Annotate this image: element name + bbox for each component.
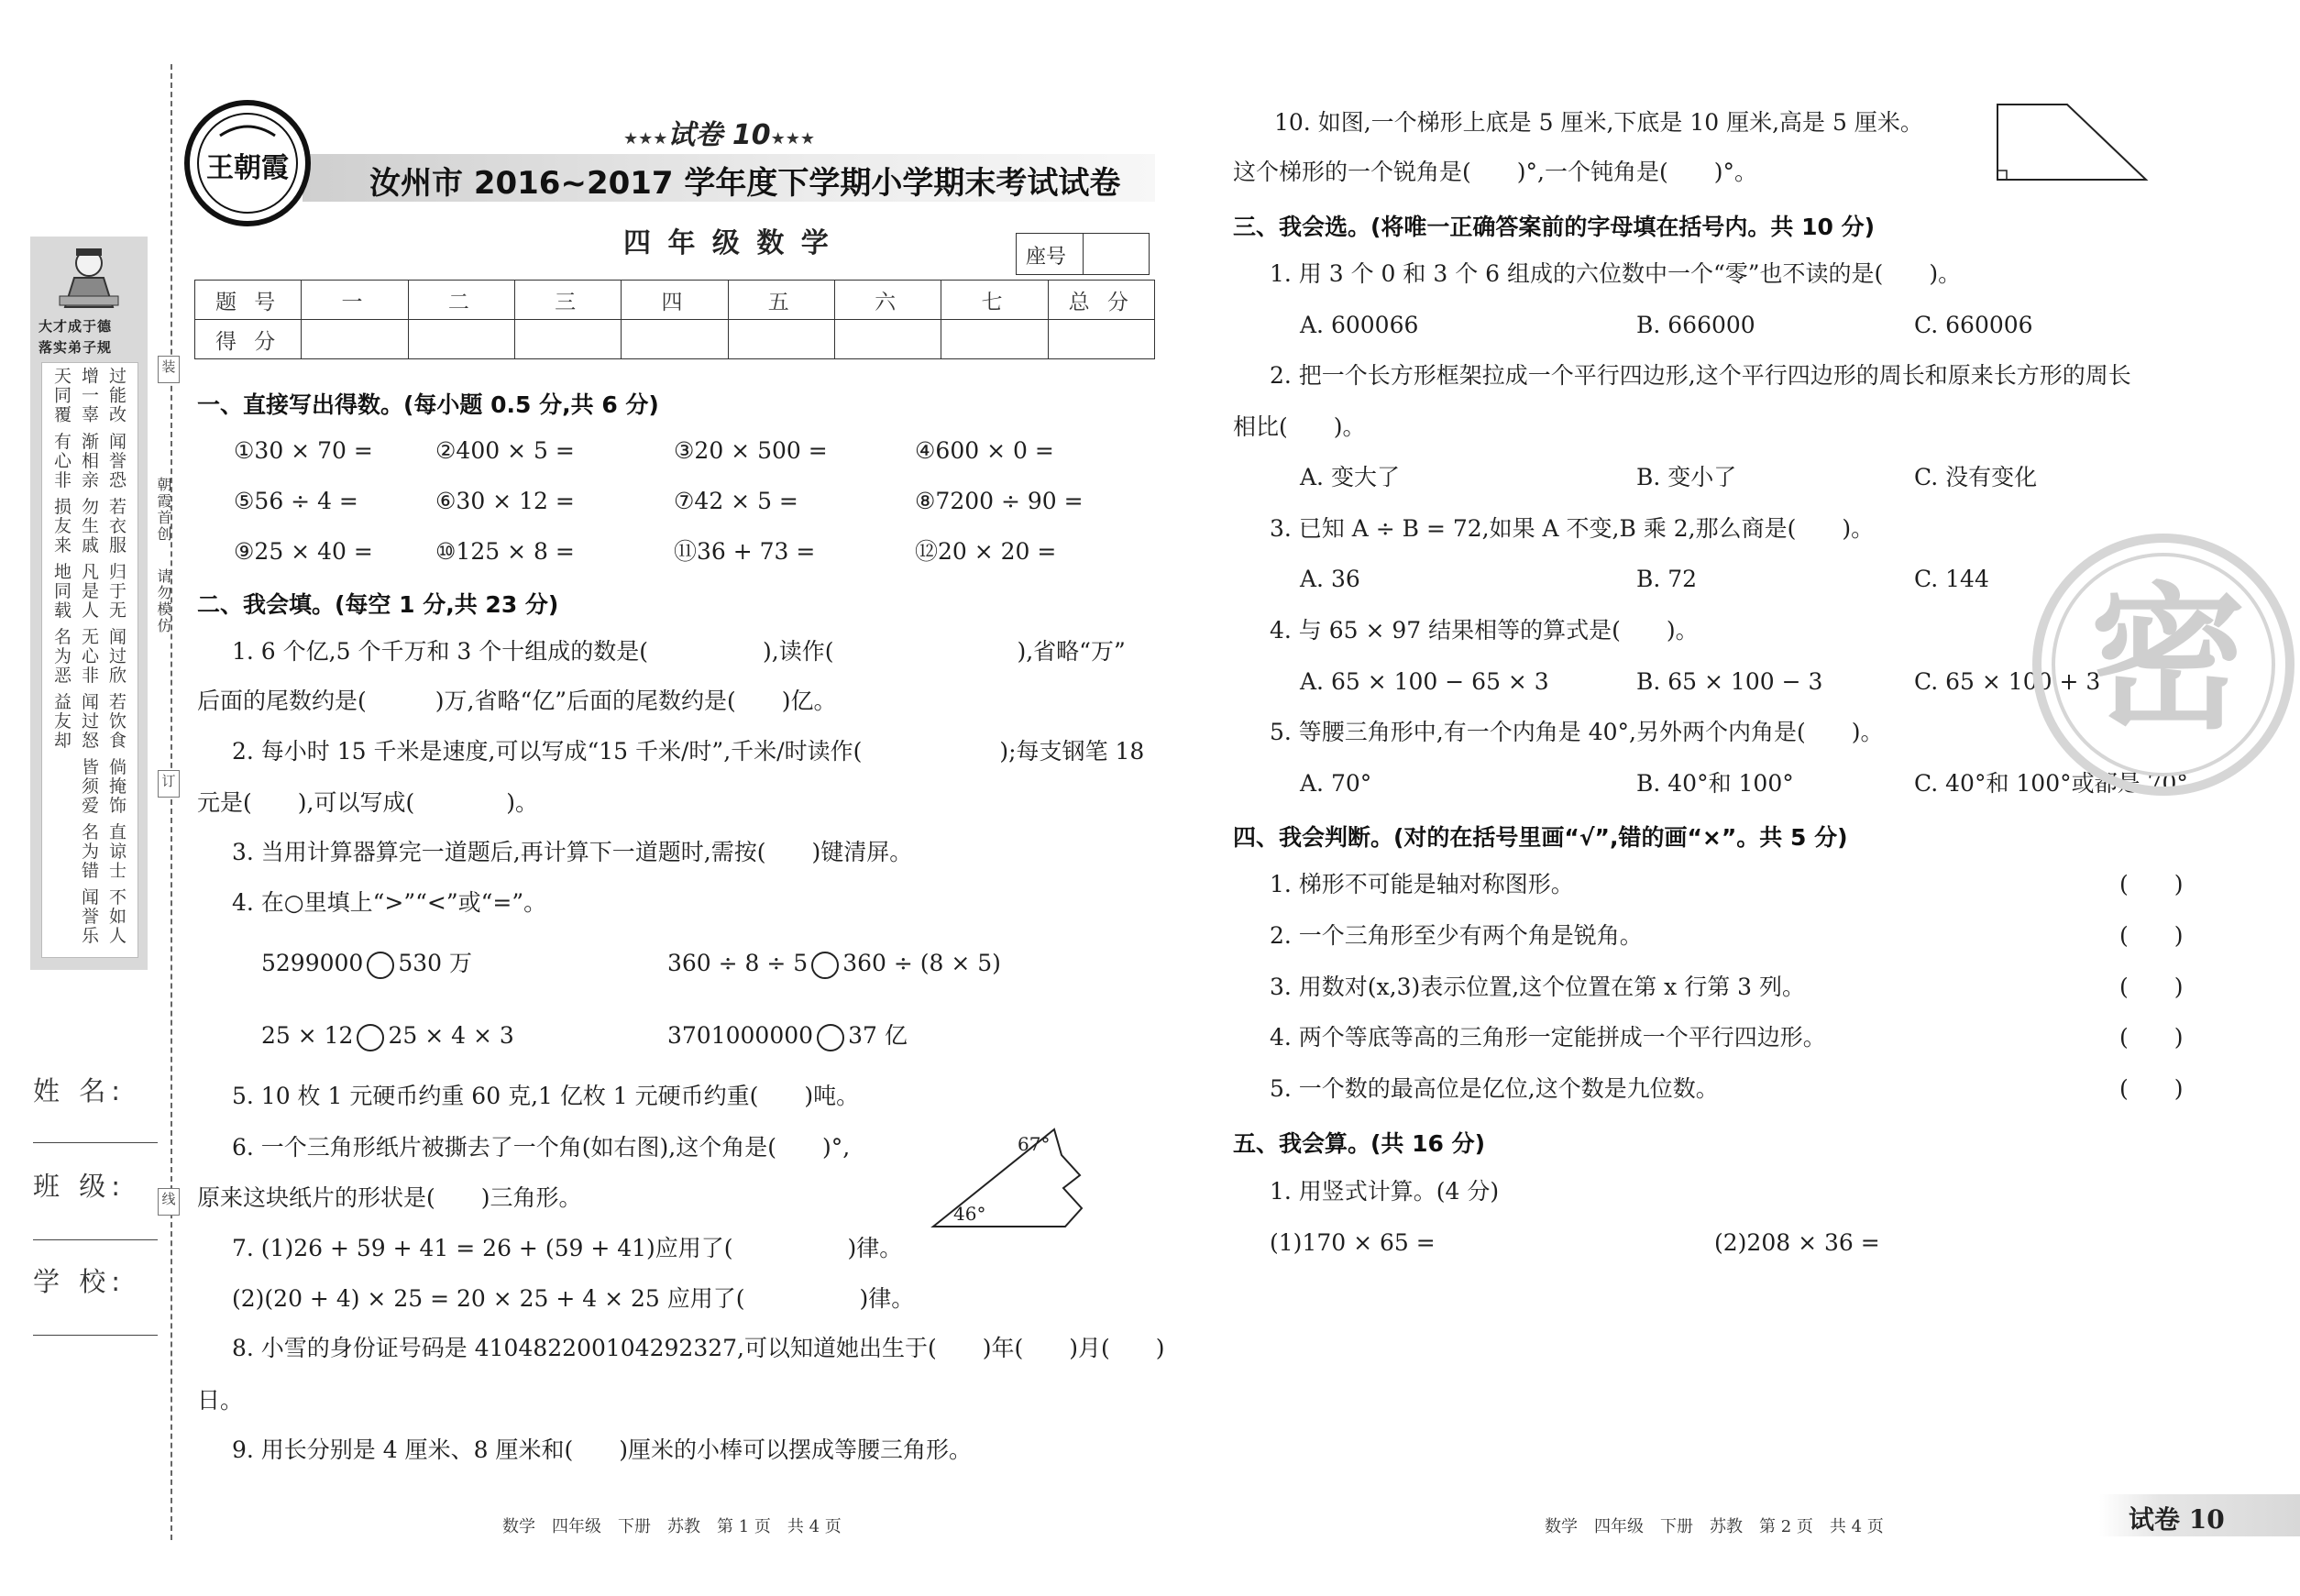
sidebar-proverbs-box <box>41 362 138 958</box>
score-value-row <box>195 320 1155 359</box>
score-input[interactable] <box>728 320 834 359</box>
sec3-q5-optB[interactable]: B. 40°和 100° <box>1636 770 1794 797</box>
compare-item-4 <box>667 1021 908 1051</box>
angle-46-label: 46° <box>953 1203 986 1225</box>
compare-right: 25 × 4 × 3 <box>388 1022 514 1049</box>
stamp-text: 密 <box>2090 569 2247 751</box>
compare-item-3 <box>261 1021 514 1051</box>
compare-left: 360 ÷ 8 ÷ 5 <box>667 950 809 976</box>
sec3-q5-optC[interactable]: C. 40°和 100°或都是 70° <box>1914 770 2188 797</box>
sec3-q2-optB[interactable]: B. 变小了 <box>1636 464 1737 490</box>
score-cell: 二 <box>408 281 514 320</box>
notice-1: 朝霞首创 <box>155 477 172 543</box>
score-header-row <box>195 281 1155 320</box>
sec2-q8-line2: 日。 <box>197 1387 244 1414</box>
calc-item: ③20 × 500 = <box>674 437 828 464</box>
compare-item-2 <box>667 949 1001 979</box>
score-input[interactable] <box>302 320 408 359</box>
sec3-title: 三、我会选。(将唯一正确答案前的字母填在括号内。共 10 分) <box>1233 214 1876 240</box>
school-label: 学 校: <box>33 1266 126 1297</box>
score-cell: 五 <box>728 281 834 320</box>
angle-67-label: 67° <box>1018 1133 1051 1155</box>
compare-circle[interactable] <box>811 952 839 979</box>
compare-left: 5299000 <box>261 950 364 976</box>
sec2-q3: 3. 当用计算器算完一道题后,再计算下一道题时,需按( )键清屏。 <box>232 839 913 865</box>
sidebar-motto-1: 大才成于德 <box>39 318 113 335</box>
score-cell: 四 <box>622 281 728 320</box>
calc-item: ⑨25 × 40 = <box>234 538 373 565</box>
score-cell: 得 分 <box>195 320 302 359</box>
footer-badge-text: 试卷 10 <box>2129 1504 2225 1535</box>
sec2-title: 二、我会填。(每空 1 分,共 23 分) <box>197 591 559 618</box>
sec3-q3-optB[interactable]: B. 72 <box>1636 566 1698 592</box>
judge-item-4: 4. 两个等底等高的三角形一定能拼成一个平行四边形。 <box>1270 1024 1826 1051</box>
sec3-q4-optC[interactable]: C. 65 × 100 + 3 <box>1914 668 2101 695</box>
sec3-q3: 3. 已知 A ÷ B = 72,如果 A 不变,B 乘 2,那么商是( )。 <box>1270 515 1875 542</box>
confidential-stamp-icon <box>2026 527 2300 802</box>
seat-label: 座号 <box>1026 246 1067 269</box>
sec3-q2-optA[interactable]: A. 变大了 <box>1300 464 1400 490</box>
footer-badge <box>2099 1494 2300 1536</box>
svg-text:王朝霞: 王朝霞 <box>206 152 289 184</box>
score-table <box>194 280 1155 359</box>
compare-right: 37 亿 <box>848 1022 908 1049</box>
sec3-q1-optB[interactable]: B. 666000 <box>1636 312 1755 338</box>
calc-item: ④600 × 0 = <box>915 437 1054 464</box>
score-cell: 六 <box>834 281 941 320</box>
binding-line <box>171 64 172 1540</box>
judge-item-5: 5. 一个数的最高位是亿位,这个数是九位数。 <box>1270 1075 1719 1102</box>
sec3-q2-optC[interactable]: C. 没有变化 <box>1914 464 2038 490</box>
binding-tag-1: 装 <box>158 356 180 383</box>
calc-item: ⑦42 × 5 = <box>674 488 798 514</box>
judge-paren-5[interactable]: ( ) <box>2119 1075 2184 1102</box>
sec3-q5-optA[interactable]: A. 70° <box>1300 770 1372 797</box>
sec5-title: 五、我会算。(共 16 分) <box>1233 1130 1486 1157</box>
name-line[interactable] <box>33 1142 158 1143</box>
torn-triangle-figure <box>926 1118 1091 1233</box>
sec2-q8-line1: 8. 小雪的身份证号码是 410482200104292327,可以知道她出生于( )年( )月( ) <box>232 1335 1165 1361</box>
score-cell: 一 <box>302 281 408 320</box>
score-cell: 题 号 <box>195 281 302 320</box>
sec2-q6-line2: 原来这块纸片的形状是( )三角形。 <box>197 1184 582 1211</box>
sec3-q4: 4. 与 65 × 97 结果相等的算式是( )。 <box>1270 617 1699 644</box>
compare-circle[interactable] <box>367 952 394 979</box>
judge-paren-3[interactable]: ( ) <box>2119 974 2184 1000</box>
calc-item: ⑧7200 ÷ 90 = <box>915 488 1084 514</box>
sec5-calc-a: (1)170 × 65 = <box>1270 1229 1436 1256</box>
compare-circle[interactable] <box>817 1024 844 1051</box>
compare-right: 530 万 <box>398 950 473 976</box>
logo-seal-icon <box>183 99 312 227</box>
calc-item: ①30 × 70 = <box>234 437 373 464</box>
score-input[interactable] <box>834 320 941 359</box>
sec2-q6-line1: 6. 一个三角形纸片被撕去了一个角(如右图),这个角是( )°, <box>232 1134 851 1161</box>
sec2-q2-line2: 元是( ),可以写成( )。 <box>197 789 538 816</box>
calc-item: ⑥30 × 12 = <box>435 488 575 514</box>
class-line[interactable] <box>33 1239 158 1240</box>
trapezoid-figure <box>1994 101 2150 188</box>
score-cell: 三 <box>514 281 621 320</box>
sec2-q7-line1: 7. (1)26 + 59 + 41 = 26 + (59 + 41)应用了( )律。 <box>232 1235 903 1261</box>
sec3-q4-optA[interactable]: A. 65 × 100 − 65 × 3 <box>1300 668 1549 695</box>
judge-paren-4[interactable]: ( ) <box>2119 1024 2184 1051</box>
sec2-q7-line2: (2)(20 + 4) × 25 = 20 × 25 + 4 × 25 应用了( )律。 <box>232 1285 915 1312</box>
calc-item: ⑪36 + 73 = <box>674 538 816 565</box>
seat-box[interactable] <box>1016 233 1150 275</box>
sidebar-proverbs: 过能改 闻誉恐 若衣服 归于无 闻过欣 若饮食 倘掩饰 直谅士 不如人 增一辜 渐相亲 勿生戚 凡是人 无心非 闻过怒 皆须爱 名为错 闻誉乐 天同覆 有心非 损友来 地同载 名为恶 益友却 <box>51 367 127 946</box>
q10-line2: 这个梯形的一个锐角是( )°,一个钝角是( )°。 <box>1233 159 1757 185</box>
sec3-q1: 1. 用 3 个 0 和 3 个 6 组成的六位数中一个“零”也不读的是( )。 <box>1270 260 1962 287</box>
compare-left: 3701000000 <box>667 1022 814 1049</box>
score-input[interactable] <box>1048 320 1154 359</box>
series-label: ★★★试卷 10★★★ <box>623 119 816 151</box>
sec4-title: 四、我会判断。(对的在括号里画“√”,错的画“×”。共 5 分) <box>1233 824 1848 851</box>
sec3-q3-optC[interactable]: C. 144 <box>1914 566 1989 592</box>
sec2-q4: 4. 在○里填上“>”“<”或“=”。 <box>232 889 547 916</box>
compare-right: 360 ÷ (8 × 5) <box>842 950 1001 976</box>
sec5-calc-b: (2)208 × 36 = <box>1714 1229 1880 1256</box>
exam-title: 汝州市 2016~2017 学年度下学期小学期末考试试卷 <box>369 165 1121 202</box>
compare-circle[interactable] <box>357 1024 384 1051</box>
footer-page-2: 数学 四年级 下册 苏教 第 2 页 共 4 页 <box>1545 1517 1884 1536</box>
calc-item: ⑩125 × 8 = <box>435 538 575 565</box>
score-input[interactable] <box>622 320 728 359</box>
score-cell: 七 <box>941 281 1048 320</box>
sec3-q1-optA[interactable]: A. 600066 <box>1300 312 1419 338</box>
sec2-q5: 5. 10 枚 1 元硬币约重 60 克,1 亿枚 1 元硬币约重( )吨。 <box>232 1083 860 1109</box>
calc-item: ⑫20 × 20 = <box>915 538 1057 565</box>
binding-tag-3: 线 <box>158 1188 180 1216</box>
sidebar-motto-2: 落实弟子规 <box>39 339 113 356</box>
calc-item: ②400 × 5 = <box>435 437 575 464</box>
sec2-q9: 9. 用长分别是 4 厘米、8 厘米和( )厘米的小棒可以摆成等腰三角形。 <box>232 1436 972 1463</box>
judge-item-3: 3. 用数对(x,3)表示位置,这个位置在第 x 行第 3 列。 <box>1270 974 1805 1000</box>
class-label: 班 级: <box>33 1171 126 1202</box>
q10-line1: 10. 如图,一个梯形上底是 5 厘米,下底是 10 厘米,高是 5 厘米。 <box>1274 109 1923 136</box>
sec5-q1: 1. 用竖式计算。(4 分) <box>1270 1178 1500 1205</box>
compare-left: 25 × 12 <box>261 1022 354 1049</box>
compare-item-1 <box>261 949 472 979</box>
score-cell: 总 分 <box>1048 281 1154 320</box>
notice-2: 请勿模仿 <box>155 568 172 634</box>
series-text: 试卷 10 <box>667 119 771 151</box>
footer-page-1: 数学 四年级 下册 苏教 第 1 页 共 4 页 <box>502 1517 842 1536</box>
judge-item-1: 1. 梯形不可能是轴对称图形。 <box>1270 871 1574 897</box>
judge-paren-2[interactable]: ( ) <box>2119 922 2184 949</box>
sec2-q1-line1: 1. 6 个亿,5 个千万和 3 个十组成的数是( ),读作( ),省略“万” <box>232 638 1126 665</box>
calc-item: ⑤56 ÷ 4 = <box>234 488 358 514</box>
score-input[interactable] <box>941 320 1048 359</box>
name-label: 姓 名: <box>33 1075 126 1106</box>
sec2-q1-line2: 后面的尾数约是( )万,省略“亿”后面的尾数约是( )亿。 <box>197 688 837 714</box>
sec2-q2-line1: 2. 每小时 15 千米是速度,可以写成“15 千米/时”,千米/时读作( );每支钢笔 18 <box>232 738 1145 765</box>
score-input[interactable] <box>408 320 514 359</box>
sec3-q4-optB[interactable]: B. 65 × 100 − 3 <box>1636 668 1823 695</box>
judge-item-2: 2. 一个三角形至少有两个角是锐角。 <box>1270 922 1643 949</box>
sec3-q1-optC[interactable]: C. 660006 <box>1914 312 2033 338</box>
sec3-q2-line2: 相比( )。 <box>1233 413 1366 440</box>
binding-tag-2: 订 <box>158 770 180 798</box>
sec1-title: 一、直接写出得数。(每小题 0.5 分,共 6 分) <box>197 391 659 418</box>
judge-paren-1[interactable]: ( ) <box>2119 871 2184 897</box>
subject-title: 四 年 级 数 学 <box>623 227 832 259</box>
sec3-q2-line1: 2. 把一个长方形框架拉成一个平行四边形,这个平行四边形的周长和原来长方形的周长 <box>1270 362 2131 389</box>
sec3-q5: 5. 等腰三角形中,有一个内角是 40°,另外两个内角是( )。 <box>1270 719 1884 745</box>
student-figure-icon <box>50 243 128 312</box>
score-input[interactable] <box>514 320 621 359</box>
sec3-q3-optA[interactable]: A. 36 <box>1300 566 1360 592</box>
school-line[interactable] <box>33 1335 158 1336</box>
